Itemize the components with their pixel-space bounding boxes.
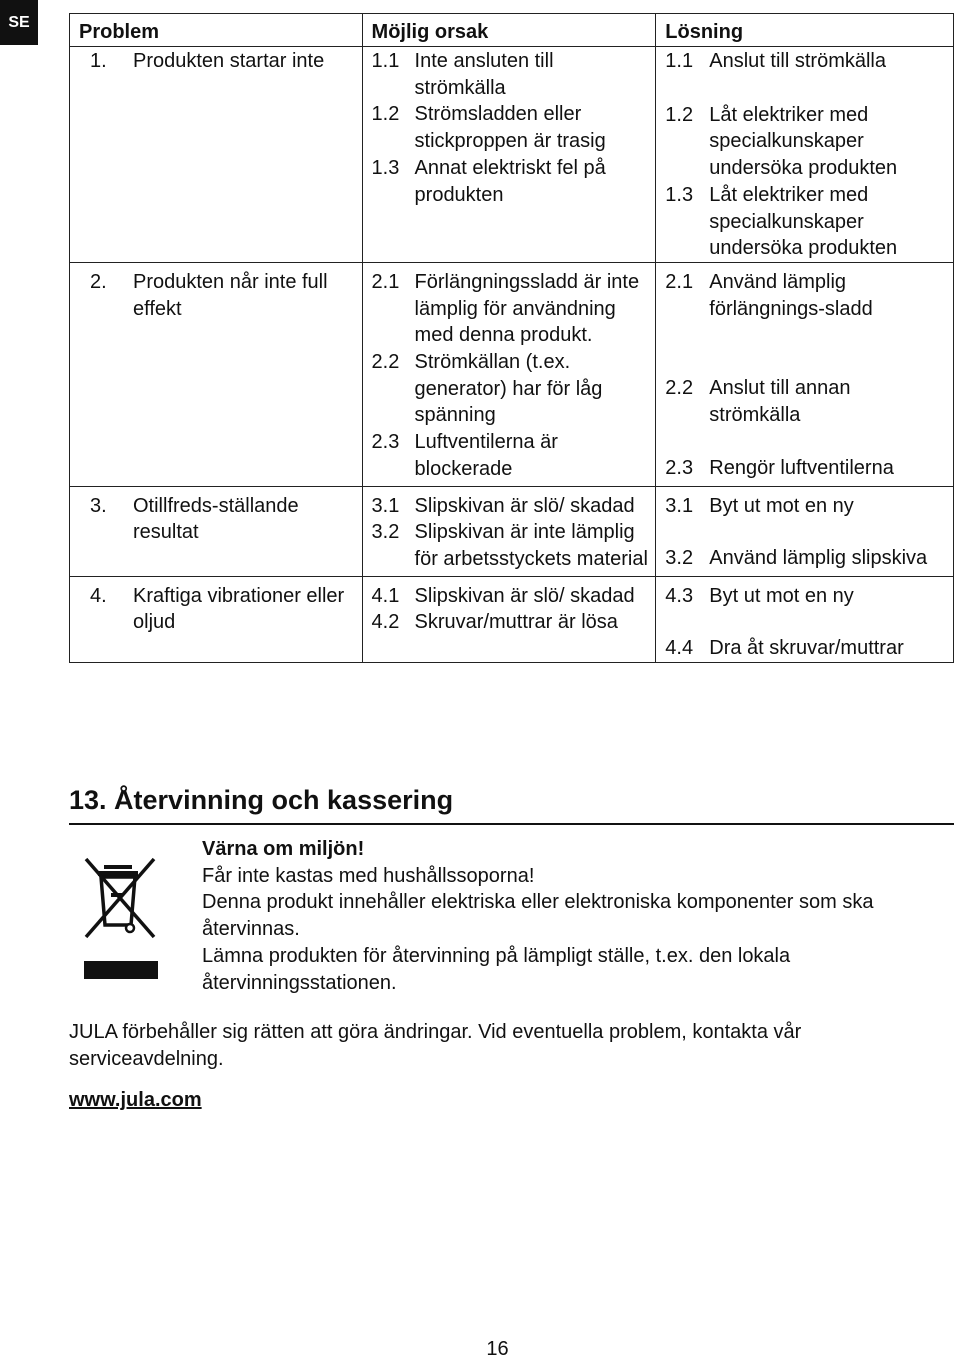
solution-number: 2.1 — [665, 270, 694, 293]
solution-cell — [656, 262, 954, 486]
cause-text: Slipskivan är inte lämplig för arbetsstyckets material — [414, 521, 648, 570]
page-number: 16 — [486, 1338, 509, 1360]
environment-heading: Värna om miljön! — [202, 838, 365, 860]
problem-text: Kraftiga vibrationer eller oljud — [133, 584, 345, 634]
problem-number: 4. — [90, 584, 107, 607]
cause-text: Strömkällan (t.ex. generator) har för låg spänning — [414, 351, 603, 427]
solution-number: 4.3 — [665, 584, 694, 607]
problem-text: Otillfreds-ställande resultat — [133, 494, 299, 544]
cause-number: 4.1 — [371, 584, 400, 607]
cause-number: 2.1 — [371, 270, 400, 293]
solution-number: 1.3 — [665, 183, 694, 206]
language-tab: SE — [0, 0, 38, 45]
cause-text: Förlängningssladd är inte lämplig för användning med denna produkt. — [414, 270, 640, 347]
cause-number: 1.3 — [371, 156, 400, 179]
solution-text: Låt elektriker med specialkunskaper undersöka produkten — [709, 103, 898, 180]
problem-text: Produkten startar inte — [133, 50, 325, 72]
website-link[interactable]: www.jula.com — [69, 1089, 202, 1111]
solution-number: 2.3 — [665, 456, 694, 479]
solution-text: Dra åt skruvar/muttrar — [709, 637, 904, 660]
problem-number: 1. — [90, 50, 107, 72]
cause-number: 3.1 — [371, 494, 400, 517]
cause-number: 4.2 — [371, 611, 400, 634]
solution-number: 1.2 — [665, 103, 694, 126]
solution-text: Byt ut mot en ny — [709, 494, 854, 517]
solution-number: 2.2 — [665, 377, 694, 400]
cause-cell — [362, 576, 656, 662]
table-row — [70, 262, 954, 486]
solution-cell — [656, 47, 954, 263]
cause-cell — [362, 486, 656, 576]
table-header-row — [70, 14, 954, 47]
solution-number: 3.2 — [665, 547, 694, 570]
cause-text: Annat elektriskt fel på produkten — [414, 156, 606, 206]
cause-text: Skruvar/muttrar är lösa — [414, 611, 618, 634]
cause-text: Strömsladden eller stickproppen är trasig — [414, 103, 606, 153]
solution-text: Anslut till annan strömkälla — [709, 377, 851, 427]
header-cause: Möjlig orsak — [362, 14, 656, 47]
problem-cell — [70, 262, 363, 486]
solution-text: Låt elektriker med specialkunskaper undersöka produkten — [709, 183, 898, 260]
header-solution: Lösning — [656, 14, 954, 47]
solution-cell — [656, 576, 954, 662]
cause-number: 2.2 — [371, 351, 400, 374]
table-row — [70, 486, 954, 576]
cause-text: Inte ansluten till strömkälla — [414, 50, 554, 99]
table-row — [70, 576, 954, 662]
cause-text: Slipskivan är slö/ skadad — [414, 494, 635, 517]
solution-text: Rengör luftventilerna — [709, 456, 894, 479]
solution-cell — [656, 486, 954, 576]
header-problem: Problem — [70, 14, 363, 47]
environment-line: Får inte kastas med hushållssoporna! — [202, 864, 535, 887]
cause-cell — [362, 262, 656, 486]
cause-number: 2.3 — [371, 431, 400, 454]
crossed-out-wheelie-bin-icon — [82, 855, 162, 983]
solution-number: 3.1 — [665, 494, 694, 517]
environment-line: Denna produkt innehåller elektriska eller elektroniska komponenter som ska återvinnas. — [202, 891, 874, 941]
table-row — [70, 47, 954, 263]
solution-text: Använd lämplig slipskiva — [709, 547, 928, 570]
cause-number: 1.1 — [371, 50, 400, 72]
problem-cell — [70, 47, 363, 263]
cause-number: 1.2 — [371, 103, 400, 126]
problem-number: 3. — [90, 494, 107, 517]
section-title: 13. Återvinning och kassering — [69, 783, 954, 825]
solution-text: Använd lämplig förlängnings-sladd — [709, 270, 873, 320]
problem-cell — [70, 486, 363, 576]
problem-cell — [70, 576, 363, 662]
solution-number: 4.4 — [665, 637, 694, 660]
cause-number: 3.2 — [371, 521, 400, 544]
solution-text: Byt ut mot en ny — [709, 584, 854, 607]
troubleshooting-table — [69, 13, 954, 663]
problem-number: 2. — [90, 270, 107, 293]
solution-text: Anslut till strömkälla — [709, 50, 886, 72]
cause-text: Slipskivan är slö/ skadad — [414, 584, 635, 607]
cause-cell — [362, 47, 656, 263]
environment-line: Lämna produkten för återvinning på lämpligt ställe, t.ex. den lokala återvinningsstationen. — [202, 944, 791, 994]
solution-number: 1.1 — [665, 50, 694, 72]
disclaimer: JULA förbehåller sig rätten att göra ändringar. Vid eventuella problem, kontakta vår serviceavdelning. — [69, 1021, 802, 1070]
problem-text: Produkten når inte full effekt — [133, 270, 328, 320]
environment-notice — [202, 836, 954, 996]
cause-text: Luftventilerna är blockerade — [414, 431, 558, 480]
